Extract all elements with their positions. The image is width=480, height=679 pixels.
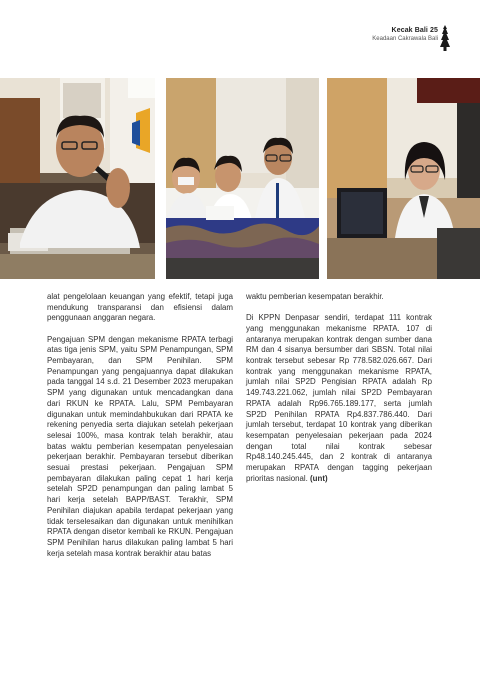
left-paragraph-1: alat pengelolaan keuangan yang efektif, tetapi juga mendukung transparansi dan efisiensi dalam penggunaan anggaran negara. — [47, 292, 233, 323]
magazine-title: Kecak Bali 25 — [391, 27, 438, 34]
right-paragraph-2 — [246, 313, 432, 484]
photo-strip — [0, 78, 480, 279]
left-column — [47, 292, 233, 570]
section-subtitle: Keadaan Cakrawala Bali — [372, 36, 438, 42]
author-sign: (unt) — [310, 473, 328, 483]
participants-photo — [166, 78, 319, 279]
right-paragraph-1: waktu pemberian kesempatan berakhir. — [246, 292, 384, 301]
laptop-photo — [327, 78, 480, 279]
speaker-photo — [0, 78, 155, 279]
right-column — [246, 292, 432, 495]
left-paragraph-2: Pengajuan SPM dengan mekanisme RPATA terbagi atas tiga jenis SPM, yaitu SPM Penampungan, SPM Pembayaran, dan SPM Penihilan. SPM Penampungan yang pengajuannya dapat dilakukan pada tanggal 14 s.d. 21 Desember 2023 merupakan SPM yang digunakan untuk mencadangkan dana dari RKUN ke RPATA. Lalu, SPM Pembayaran digunakan untuk memindahbukukan dari RPATA ke rekening penyedia serta diajukan setelah pekerjaan selesai 100%, masa kontrak telah berakhir, atau batas waktu pemberian kesempatan penyelesaian pekerjaan berakhir. Pembayaran tersebut diberikan sesuai prestasi pekerjaan. Pengajuan SPM pembayaran dilakukan paling cepat 1 hari kerja setelah SP2D penampungan dan paling lambat 5 hari kerja setelah BAPP/BAST. Terakhir, SPM Penihilan diajukan apabila terdapat pekerjaan yang tidak terselesaikan dan digunakan untuk menihilkan RPATA dengan disetor kembali ke RKUN. Pengajuan SPM Penihilan harus dilakukan paling lambat 5 hari kerja setelah masa kontrak berakhir atau batas — [47, 334, 233, 558]
magazine-logo-icon — [440, 25, 450, 51]
page-header — [372, 27, 438, 42]
right-paragraph-2-text: Di KPPN Denpasar sendiri, terdapat 111 kontrak yang menggunakan mekanisme RPATA. 107 di antaranya merupakan kontrak dengan sumber dana RM dan 4 sisanya bersumber dari SBSN. Total nilai kontrak tersebut sebesar Rp 778.582.026.667. Dari kontrak yang menggunakan mekanisme RPATA, jumlah nilai SP2D Pengisian RPATA adalah Rp 149.743.221.062, jumlah nilai SP2D Pembayaran RPATA adalah Rp96.765.189.177, serta jumlah SP2D Penihilan RPATA Rp4.837.786.440. Dari jumlah tersebut, terdapat 10 kontrak yang diberikan kesempatan penyelesaian pekerjaan pada 2024 dengan total nilai kontrak sebesar Rp48.140.245.445, dan 2 kontrak di antaranya merupakan RPATA dengan tagging pekerjaan prioritas nasional. — [246, 313, 432, 483]
